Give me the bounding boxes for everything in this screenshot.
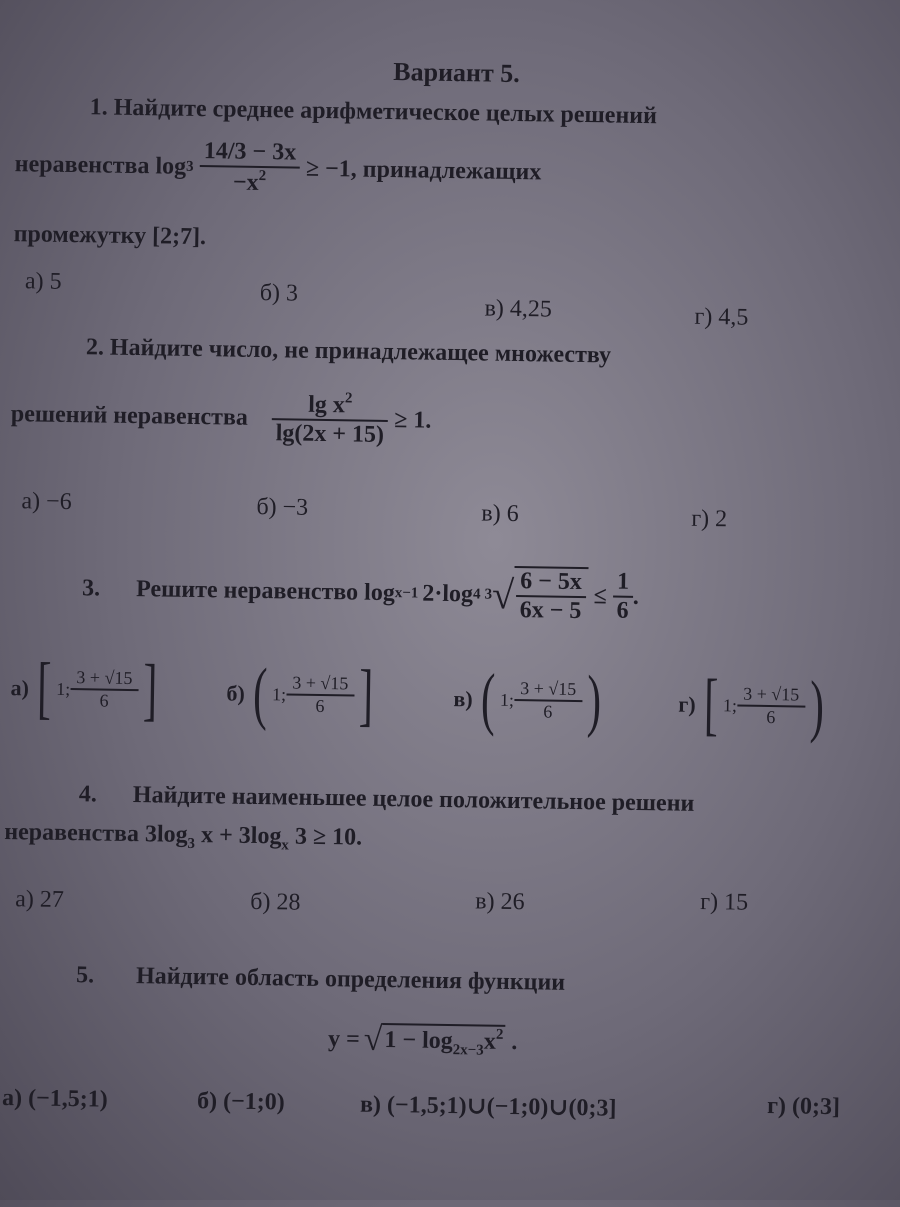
q4-line2-c: 3 ≥ 10. [294, 823, 363, 851]
radical-sign-icon: √ [491, 572, 515, 618]
q3-root-num: 6 − 5x [519, 568, 583, 596]
q1-answer-d[interactable]: г) 4,5 [694, 303, 749, 331]
radical-sign-icon: √ [363, 1020, 383, 1058]
q2-number: 2. [85, 334, 105, 361]
q4-number: 4. [78, 781, 98, 808]
q4-line2-b: x + 3log [200, 822, 282, 850]
q3-base2: 4 [472, 585, 481, 602]
variant-title: Вариант 5. [393, 57, 521, 89]
q3-root-index: 3 [484, 586, 493, 603]
q4-text: Найдите наименьшее целое положительное решени [132, 782, 695, 817]
q2-suffix: ≥ 1. [394, 406, 432, 434]
q3-answer-c[interactable]: в) ( 1; $\frac{3 + √15}{6}$ ) [453, 660, 602, 740]
q2-fraction [271, 389, 388, 449]
q2-numerator: $\lg x^2$ [308, 390, 353, 419]
q2-line1 [86, 334, 611, 369]
q5-end: . [511, 1028, 518, 1055]
q3-answer-b[interactable]: б) ( 1; $\frac{3 + √15}{6}$ ] [226, 654, 374, 734]
q3-rel: ≤ [593, 582, 608, 609]
q2-answer-a[interactable]: а) −6 [21, 488, 72, 516]
q1-line3: промежутку [2;7]. [13, 221, 207, 251]
q4-answer-c[interactable]: в) 26 [475, 888, 525, 916]
q3-number: 3. [81, 574, 101, 602]
q4-base2: x [281, 837, 289, 854]
q3-rhs [612, 569, 633, 625]
q1-denominator: $-x^2$ [199, 165, 300, 198]
q5-answer-d[interactable]: г) (0;3] [766, 1093, 841, 1121]
q3-root-fraction [514, 566, 589, 625]
q2-answer-b[interactable]: б) −3 [256, 493, 309, 521]
q1-log-base: 3 [185, 158, 194, 175]
q4-answer-a[interactable]: а) 27 [15, 886, 65, 913]
q5-formula-lhs: y = [327, 1025, 360, 1053]
q3-end: . [632, 583, 640, 610]
q3-text: Решите неравенство log [135, 575, 396, 606]
q5-line1 [76, 962, 565, 997]
q5-text: Найдите область определения функции [135, 963, 566, 996]
q3-mid: 2·log [422, 580, 474, 607]
q1-answer-b[interactable]: б) 3 [259, 279, 299, 307]
q2-line2 [10, 385, 431, 450]
q1-fraction [199, 138, 300, 198]
q3-base1: x−1 [394, 584, 419, 602]
q4-line1 [79, 781, 695, 818]
q2-denominator: lg(2x + 15) [271, 418, 388, 449]
q2-answer-c[interactable]: в) 6 [481, 500, 519, 528]
q2-text: Найдите число, не принадлежащее множеству [109, 334, 612, 369]
q1-number: 1. [89, 94, 108, 121]
q3-root [492, 566, 589, 625]
q5-number: 5. [75, 962, 95, 989]
q1-suffix: ≥ −1, принадлежащих [305, 155, 542, 185]
q3-rhs-den: 6 [612, 596, 632, 625]
q5-answer-b[interactable]: б) (−1;0) [196, 1088, 285, 1116]
q1-line1 [89, 94, 657, 130]
q2-prefix: решений неравенства [10, 400, 249, 431]
q3-line [82, 559, 640, 626]
q5-formula [328, 1020, 518, 1061]
q1-answer-a[interactable]: а) 5 [24, 268, 62, 295]
q1-line2 [14, 135, 541, 201]
q4-answer-b[interactable]: б) 28 [250, 888, 301, 916]
q1-numerator: 14/3 − 3x [203, 138, 297, 166]
q4-line2 [4, 819, 362, 856]
q5-radicand: $1 - \log_{2x-3}x^2$ [382, 1022, 505, 1059]
q1-prefix: неравенства log [14, 150, 187, 180]
q3-answer-a[interactable]: а) [ 1; $\frac{3 + √15}{6}$ ] [10, 649, 158, 729]
q4-answer-d[interactable]: г) 15 [700, 888, 749, 916]
q5-answer-c[interactable]: в) (−1,5;1)∪(−1;0)∪(0;3] [359, 1091, 617, 1122]
q5-answer-a[interactable]: а) (−1,5;1) [1, 1085, 108, 1113]
q1-text: Найдите среднее арифметическое целых решений [113, 94, 658, 130]
q2-answer-d[interactable]: г) 2 [691, 505, 728, 533]
q1-answer-c[interactable]: в) 4,25 [484, 295, 553, 323]
q3-answer-d[interactable]: г) [ 1; $\frac{3 + √15}{6}$ ) [678, 666, 825, 745]
q4-base1: 3 [187, 835, 196, 853]
q4-line2-a: неравенства 3log [4, 819, 188, 848]
q3-root-den: 6x − 5 [516, 595, 586, 625]
q3-rhs-num: 1 [616, 568, 630, 595]
